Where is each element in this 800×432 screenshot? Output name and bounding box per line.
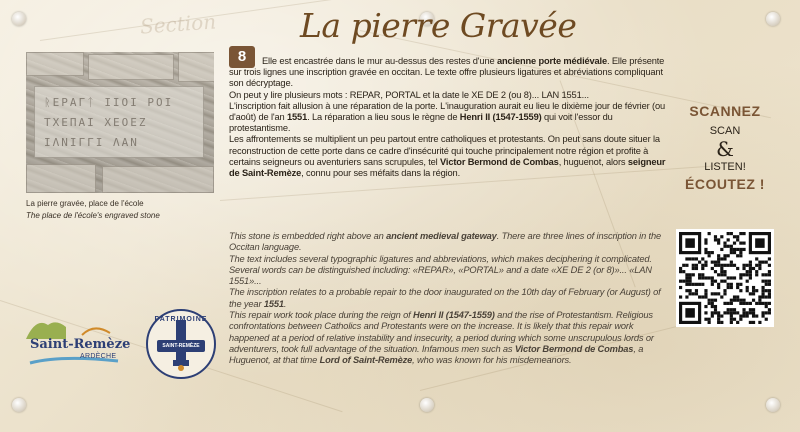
listen-label: LISTEN! (704, 161, 746, 173)
english-paragraph: The text includes several typographic ligatures and abbreviations, which makes deciphering it complicated. Several words can be distinguished including: «REPAR», «PORTAL» and a date «XE DE 2 (or 8)»... «LAN 1551»... (229, 253, 652, 287)
scannez-label: SCANNEZ (689, 103, 761, 119)
saint-remeze-logo (22, 315, 131, 371)
seal-top-text: PATRIMOINE (154, 316, 208, 323)
engraving-mark: ᚱΕΡΑΓᛏ ΙΙΟΙ ΡΟΙ (44, 96, 174, 109)
french-paragraph: L'inscription fait allusion à une réparation de la porte. L'inauguration aurait eu lieu le dixième jour de février (ou d'août) de l'an 1551. La réparation a lieu sous le règne de Henri II (1547-1559) qui voit l'essor du protestantisme. (229, 100, 665, 134)
english-paragraph: This stone is embedded right above an ancient medieval gateway. There are three lines of inscription in the Occitan language. (229, 231, 662, 253)
french-paragraph: Elle est encastrée dans le mur au-dessus des restes d'une ancienne porte médiévale. Elle présente sur trois lignes une inscription gravée en occitan. Le texte offre plusieurs ligatures et abréviations compliquant son décryptage. (229, 56, 665, 89)
scan-label: SCAN (709, 125, 741, 137)
screw-icon (12, 12, 26, 26)
screw-icon (420, 398, 434, 412)
ecoutez-label: ÉCOUTEZ ! (685, 176, 765, 192)
ampersand: & (716, 137, 734, 161)
photo-caption-fr: La pierre gravée, place de l'école (26, 199, 144, 208)
french-paragraph: Les affrontements se multiplient un peu partout entre catholiques et protestants. On peut sans doute situer la reconstruction de cette porte dans ce cadre d'insécurité qui touche principalement notre région et profite à certains seigneurs ou aventuriers sans scrupules, tel Victor Bermond de Combas, huguenot, alors seigneur de Saint-Remèze, connu pour ses méfaits dans la région. (229, 134, 666, 179)
stop-number-badge: 8 (229, 46, 255, 68)
qr-code-icon[interactable] (676, 229, 774, 327)
seal-bottom-text: SAINT-REMÈZE (157, 340, 205, 352)
photo-stone-block (26, 164, 96, 193)
english-paragraph: This repair work took place during the reign of Henri II (1547-1559) and the rise of Protestantism. Religious confrontations between Catholics and Protestants were on the increase. It is likely that this repair work happened at a period of relative instability and insecurity, a period during which some unscrupulous lords or adventurers, took full advantage of the situation. Infamous men such as Victor Bermond de Combas, a Huguenot, at that time Lord of Saint-Remèze, who was known for his misdemeanors. (229, 310, 654, 366)
background-map-label: Section (139, 9, 217, 39)
screw-icon (12, 398, 26, 412)
town-logo-name: Saint-Remèze (30, 337, 131, 352)
photo-stone-block (26, 52, 84, 76)
page-title: La pierre Gravée (300, 6, 577, 45)
french-paragraph: On peut y lire plusieurs mots : REPAR, PORTAL et la date le XE DE 2 (ou 8)... LAN 1551... (229, 89, 589, 100)
english-paragraph: The inscription relates to a probable repair to the door inaugurated on the 10th day of February (or August) of the year 1551. (229, 287, 661, 309)
engraving-mark: ΤΧΕΠΑΙ ΧΕΟΕΖ (44, 116, 148, 129)
photo-stone-block (178, 52, 214, 82)
screw-icon (766, 12, 780, 26)
patrimoine-seal (143, 306, 219, 382)
stone-photo (26, 52, 214, 193)
screw-icon (766, 398, 780, 412)
audio-guide-callout (680, 103, 770, 192)
english-text (229, 231, 669, 367)
town-logo-subtitle: ARDÈCHE (80, 353, 117, 360)
photo-stone-block (88, 54, 174, 80)
french-text (229, 56, 667, 179)
photo-caption-en: The place de l'école's engraved stone (26, 211, 160, 220)
photo-stone-block (102, 166, 214, 193)
qr-code-graphic (679, 232, 771, 324)
engraving-mark: ΙΛΝΙΓΓΙ ΛΑΝ (44, 136, 139, 149)
